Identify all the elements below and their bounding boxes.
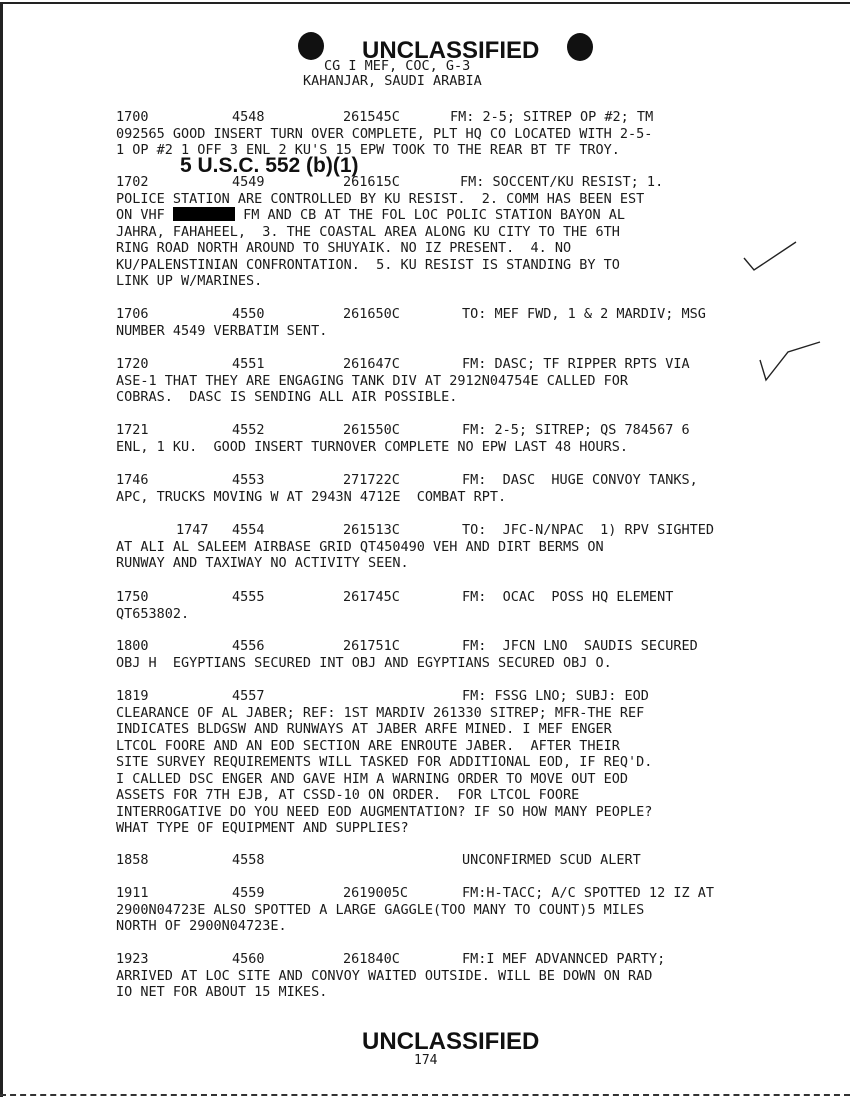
entry-time: 1747 xyxy=(176,522,209,538)
entry-line: FM:H-TACC; A/C SPOTTED 12 IZ AT xyxy=(462,885,714,901)
margin-check-mark-icon xyxy=(758,338,822,384)
entry-line: TO: JFC-N/NPAC 1) RPV SIGHTED xyxy=(462,522,714,538)
entry-line: ASSETS FOR 7TH EJB, AT CSSD-10 ON ORDER. FOR LTCOL FOORE xyxy=(116,787,580,803)
entry-line: 1 OP #2 1 OFF 3 ENL 2 KU'S 15 EPW TOOK TO THE REAR BT TF TROY. xyxy=(116,142,620,158)
entry-line: ASE-1 THAT THEY ARE ENGAGING TANK DIV AT 2912N04754E CALLED FOR xyxy=(116,372,629,389)
header-line-2: KAHANJAR, SAUDI ARABIA xyxy=(303,73,482,89)
entry-time: 1858 xyxy=(116,852,149,868)
entry-line: APC, TRUCKS MOVING W AT 2943N 4712E COMBAT RPT. xyxy=(116,488,507,505)
entry-line: AT ALI AL SALEEM AIRBASE GRID QT450490 VEH AND DIRT BERMS ON xyxy=(116,538,604,555)
entry-number: 4558 xyxy=(232,852,265,868)
redaction-block xyxy=(173,207,235,221)
entry-time: 1923 xyxy=(116,951,149,967)
entry-line: OBJ H EGYPTIANS SECURED INT OBJ AND EGYPTIANS SECURED OBJ O. xyxy=(116,654,612,671)
entry-line: ENL, 1 KU. GOOD INSERT TURNOVER COMPLETE NO EPW LAST 48 HOURS. xyxy=(116,438,629,455)
entry-time: 1800 xyxy=(116,638,149,654)
entry-number: 4556 xyxy=(232,638,265,654)
entry-dtg: 261550C xyxy=(343,422,400,438)
entry-line: 2900N04723E ALSO SPOTTED A LARGE GAGGLE(TOO MANY TO COUNT)5 MILES xyxy=(116,901,645,918)
entry-dtg: 261840C xyxy=(343,951,400,967)
page-number: 174 xyxy=(414,1053,438,1068)
entry-dtg: 261513C xyxy=(343,522,400,538)
entry-line: QT653802. xyxy=(116,605,190,622)
entry-number: 4551 xyxy=(232,356,265,372)
entry-time: 1911 xyxy=(116,885,149,901)
entry-line: FM: JFCN LNO SAUDIS SECURED xyxy=(462,638,698,654)
entry-number: 4555 xyxy=(232,589,265,605)
footer-classification: UNCLASSIFIED xyxy=(362,1028,540,1055)
entry-line: SITE SURVEY REQUIREMENTS WILL TASKED FOR ADDITIONAL EOD, IF REQ'D. xyxy=(116,754,653,770)
entry-line: LINK UP W/MARINES. xyxy=(116,273,263,289)
entry-dtg: 261745C xyxy=(343,589,400,605)
entry-line: NUMBER 4549 VERBATIM SENT. xyxy=(116,322,328,339)
entry-line: JAHRA, FAHAHEEL, 3. THE COASTAL AREA ALONG KU CITY TO THE 6TH xyxy=(116,223,620,240)
entry-line: TO: MEF FWD, 1 & 2 MARDIV; MSG xyxy=(462,306,706,322)
entry-time: 1721 xyxy=(116,422,149,438)
entry-line: FM: 2-5; SITREP OP #2; TM xyxy=(450,109,654,125)
entry-number: 4559 xyxy=(232,885,265,901)
entry-line: FM AND CB AT THE FOL LOC POLIC STATION BAYON AL xyxy=(243,207,626,223)
entry-line: NORTH OF 2900N04723E. xyxy=(116,918,287,934)
entry-time: 1750 xyxy=(116,589,149,605)
entry-line: COBRAS. DASC IS SENDING ALL AIR POSSIBLE. xyxy=(116,389,458,405)
entry-line: UNCONFIRMED SCUD ALERT xyxy=(462,852,641,868)
entry-number: 4550 xyxy=(232,306,265,322)
entry-line: RUNWAY AND TAXIWAY NO ACTIVITY SEEN. xyxy=(116,555,409,571)
entry-line: WHAT TYPE OF EQUIPMENT AND SUPPLIES? xyxy=(116,820,409,836)
punch-hole-right-icon xyxy=(567,33,593,61)
entry-line: 092565 GOOD INSERT TURN OVER COMPLETE, PLT HQ CO LOCATED WITH 2-5- xyxy=(116,125,653,142)
entry-dtg: 261545C xyxy=(343,109,400,125)
page-left-edge xyxy=(0,2,3,1097)
entry-line: IO NET FOR ABOUT 15 MIKES. xyxy=(116,984,328,1000)
entry-line: FM: FSSG LNO; SUBJ: EOD xyxy=(462,688,649,704)
entry-line: ARRIVED AT LOC SITE AND CONVOY WAITED OUTSIDE. WILL BE DOWN ON RAD xyxy=(116,967,653,984)
entry-line: INDICATES BLDGSW AND RUNWAYS AT JABER ARFE MINED. I MEF ENGER xyxy=(116,721,612,737)
entry-number: 4560 xyxy=(232,951,265,967)
entry-line: LTCOL FOORE AND AN EOD SECTION ARE ENROUTE JABER. AFTER THEIR xyxy=(116,737,620,754)
entry-line: FM: DASC HUGE CONVOY TANKS, xyxy=(462,472,698,488)
entry-number: 4554 xyxy=(232,522,265,538)
header-line-1: CG I MEF, COC, G-3 xyxy=(324,58,471,74)
entry-time: 1720 xyxy=(116,356,149,372)
page-bottom-edge xyxy=(0,1094,850,1096)
entry-line: FM: DASC; TF RIPPER RPTS VIA xyxy=(462,356,690,372)
entry-line: I CALLED DSC ENGER AND GAVE HIM A WARNING ORDER TO MOVE OUT EOD xyxy=(116,770,629,787)
entry-time: 1702 xyxy=(116,174,149,190)
entry-dtg: 2619005C xyxy=(343,885,409,901)
entry-line: FM: 2-5; SITREP; QS 784567 6 xyxy=(462,422,690,438)
entry-line: FM:I MEF ADVANNCED PARTY; xyxy=(462,951,666,967)
entry-number: 4553 xyxy=(232,472,265,488)
entry-number: 4549 xyxy=(232,174,265,190)
entry-number: 4548 xyxy=(232,109,265,125)
foia-exemption-stamp: 5 U.S.C. 552 (b)(1) xyxy=(180,154,359,177)
margin-check-mark-icon xyxy=(742,240,798,274)
punch-hole-left-icon xyxy=(298,32,324,60)
entry-line: KU/PALENSTINIAN CONFRONTATION. 5. KU RESIST IS STANDING BY TO xyxy=(116,256,620,273)
entry-time: 1706 xyxy=(116,306,149,322)
entry-line: POLICE STATION ARE CONTROLLED BY KU RESIST. 2. COMM HAS BEEN EST xyxy=(116,190,645,207)
entry-number: 4552 xyxy=(232,422,265,438)
entry-line-redacted xyxy=(116,207,625,224)
page-top-edge xyxy=(0,2,850,4)
entry-dtg: 261751C xyxy=(343,638,400,654)
entry-time: 1746 xyxy=(116,472,149,488)
entry-time: 1819 xyxy=(116,688,149,704)
header-classification: UNCLASSIFIED xyxy=(362,37,540,64)
entry-line: RING ROAD NORTH AROUND TO SHUYAIK. NO IZ PRESENT. 4. NO xyxy=(116,240,572,256)
entry-line: FM: SOCCENT/KU RESIST; 1. xyxy=(460,174,664,190)
entry-dtg: 271722C xyxy=(343,472,400,488)
entry-dtg: 261647C xyxy=(343,356,400,372)
entry-line: CLEARANCE OF AL JABER; REF: 1ST MARDIV 261330 SITREP; MFR-THE REF xyxy=(116,704,645,721)
entry-dtg: 261615C xyxy=(343,174,400,190)
entry-number: 4557 xyxy=(232,688,265,704)
entry-line: INTERROGATIVE DO YOU NEED EOD AUGMENTATION? IF SO HOW MANY PEOPLE? xyxy=(116,803,653,820)
entry-line: ON VHF xyxy=(116,207,165,223)
entry-dtg: 261650C xyxy=(343,306,400,322)
entry-time: 1700 xyxy=(116,109,149,125)
entry-line: FM: OCAC POSS HQ ELEMENT xyxy=(462,589,674,605)
